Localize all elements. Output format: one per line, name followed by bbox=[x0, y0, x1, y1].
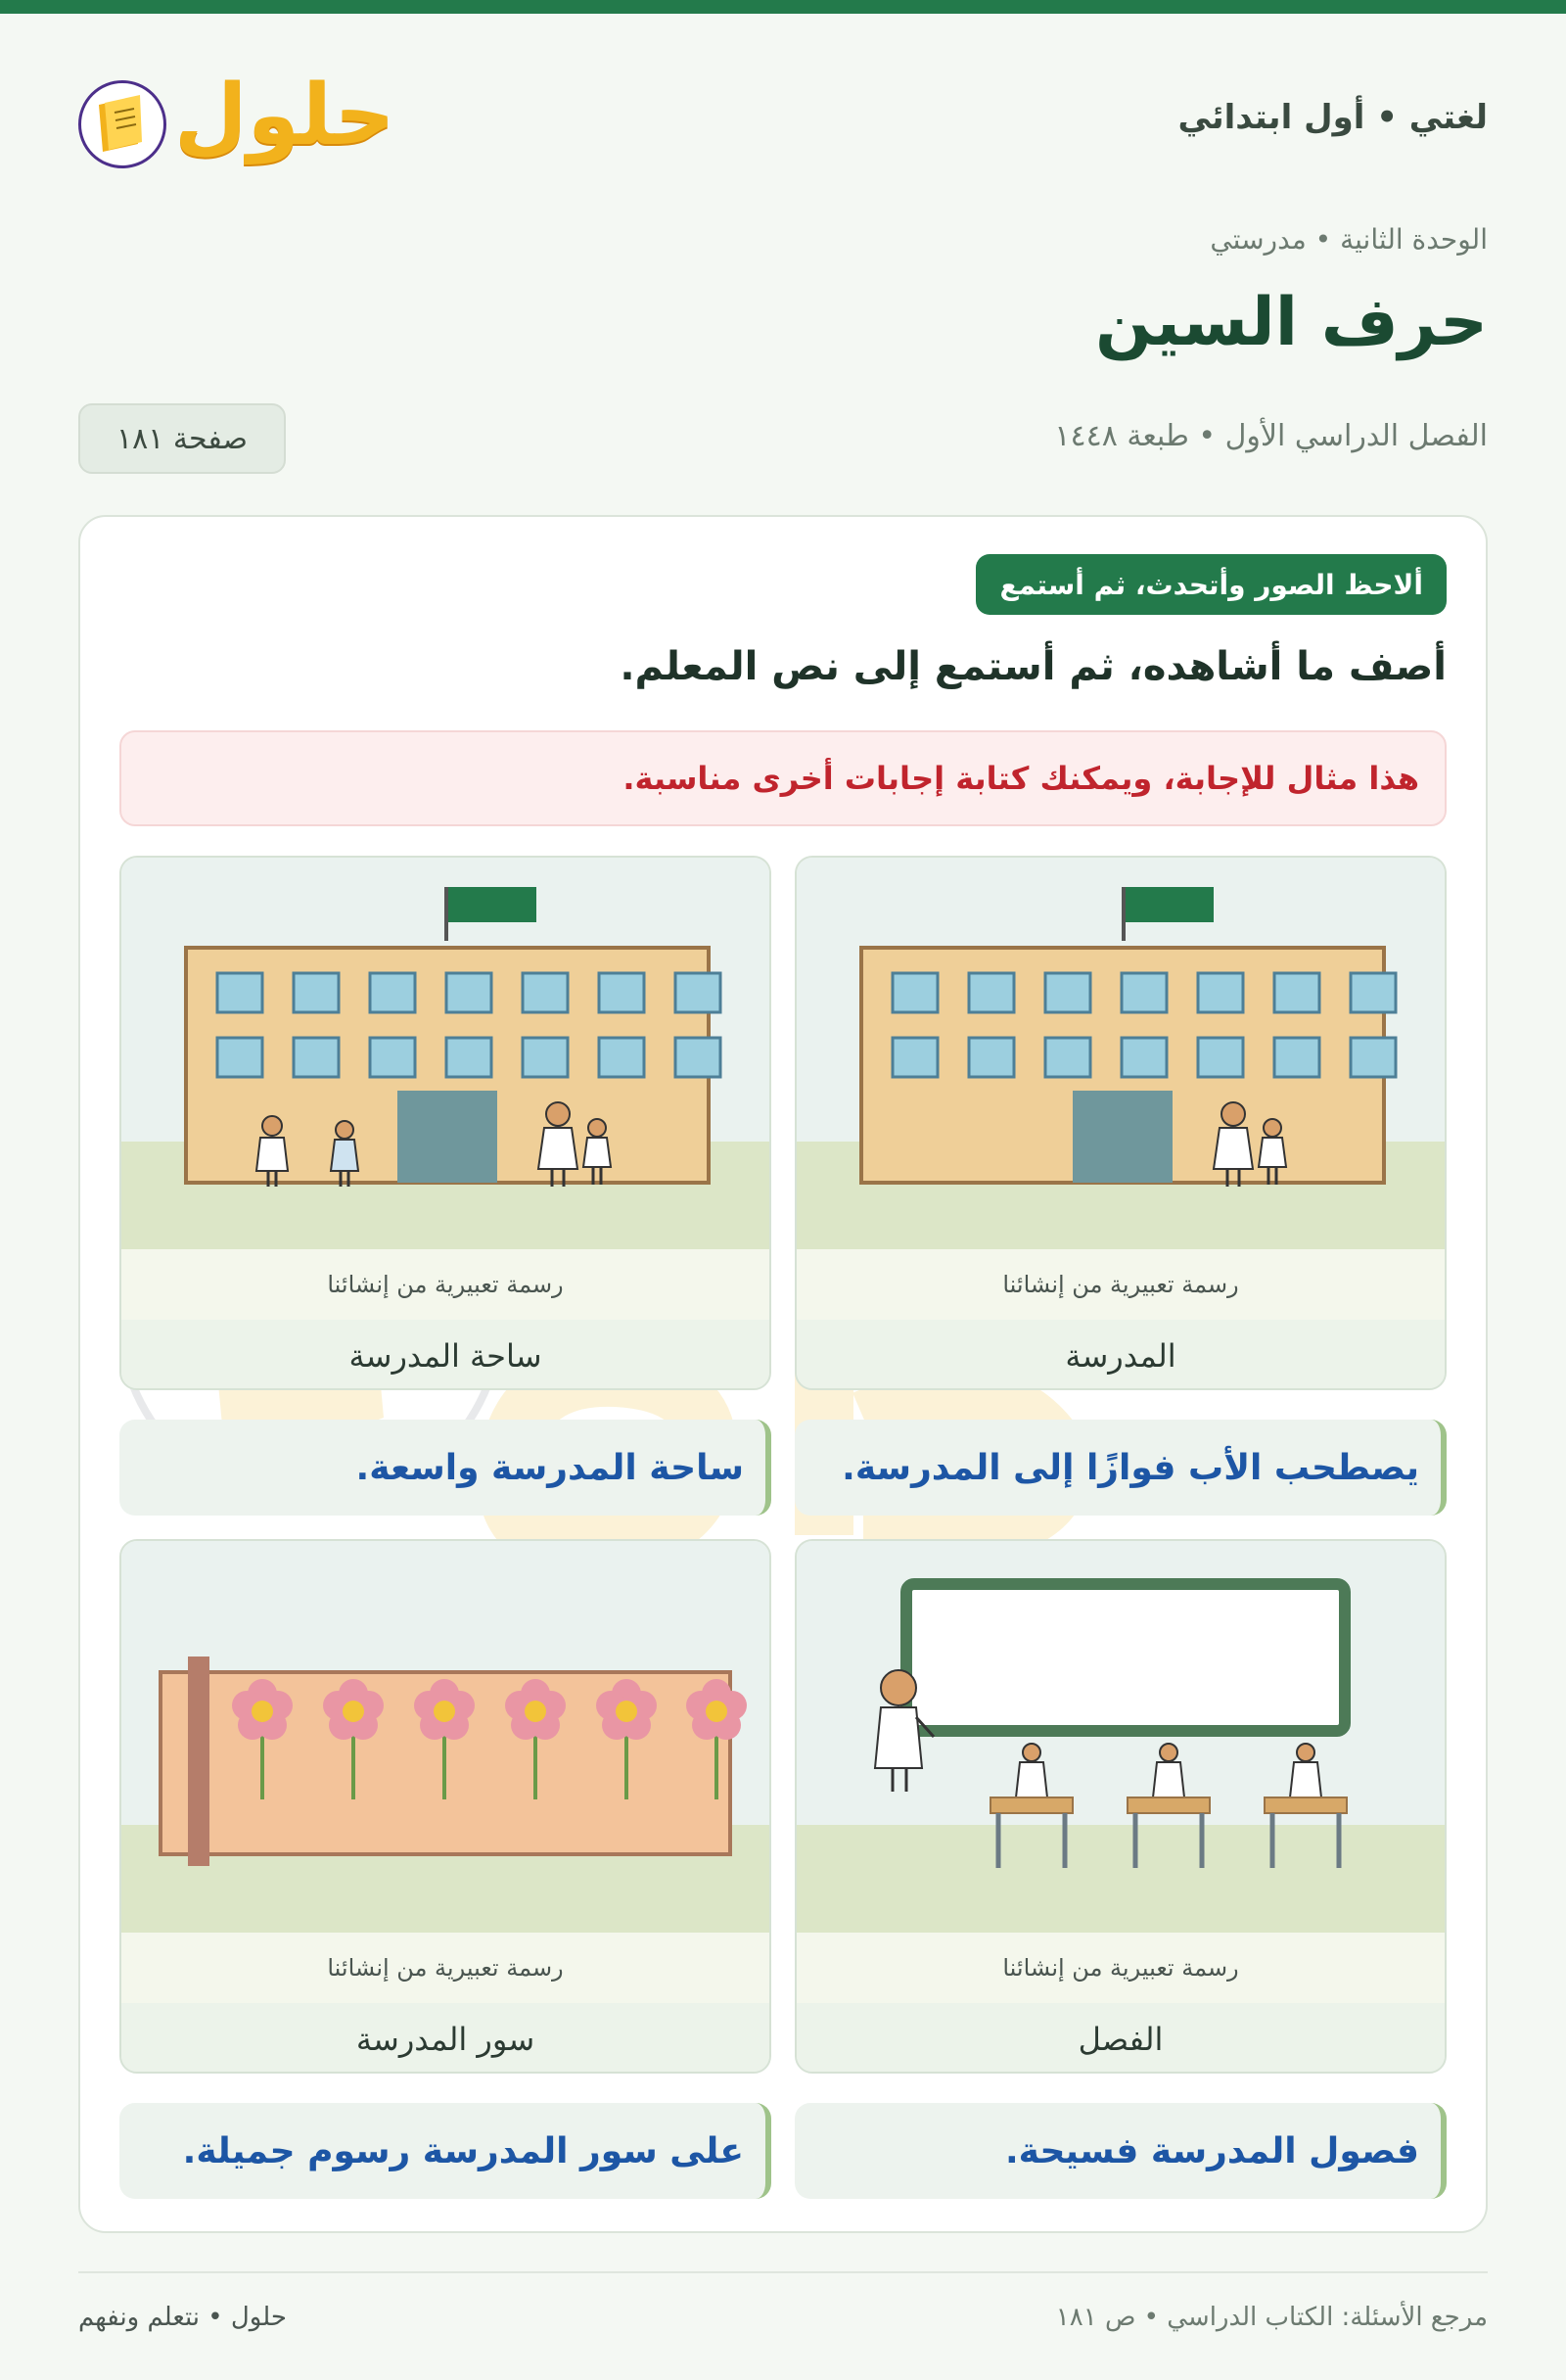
logo-wordmark: حلول bbox=[174, 67, 395, 164]
illustration-credit: رسمة تعبيرية من إنشائنا bbox=[121, 1249, 769, 1320]
unit-breadcrumb: الوحدة الثانية • مدرستي bbox=[1210, 223, 1488, 256]
answer-box: على سور المدرسة رسوم جميلة. bbox=[119, 2103, 771, 2199]
answer-box: فصول المدرسة فسيحة. bbox=[795, 2103, 1447, 2199]
exercise-card bbox=[78, 515, 1488, 2233]
page-title: حرف السين bbox=[1095, 284, 1488, 361]
picture-tile-school-yard bbox=[119, 856, 771, 1390]
illustration-credit: رسمة تعبيرية من إنشائنا bbox=[797, 1933, 1445, 2003]
tile-caption: الفصل bbox=[797, 2003, 1445, 2074]
school-building-icon bbox=[797, 858, 1447, 1249]
school-fence-icon bbox=[121, 1541, 771, 1933]
answer-box: يصطحب الأب فوازًا إلى المدرسة. bbox=[795, 1420, 1447, 1516]
subject-grade-label: لغتي • أول ابتدائي bbox=[1177, 98, 1488, 137]
task-badge: ألاحظ الصور وأتحدث، ثم أستمع bbox=[976, 554, 1447, 615]
answer-box: ساحة المدرسة واسعة. bbox=[119, 1420, 771, 1516]
top-accent-bar bbox=[0, 0, 1566, 14]
footer-tagline[interactable]: حلول • نتعلم ونفهم bbox=[78, 2303, 287, 2332]
hulul-logo[interactable] bbox=[78, 67, 395, 176]
picture-tile-school-fence bbox=[119, 1539, 771, 2074]
page-header bbox=[78, 59, 1488, 176]
picture-tile-school bbox=[795, 856, 1447, 1390]
school-yard-icon bbox=[121, 858, 771, 1249]
picture-tile-classroom bbox=[795, 1539, 1447, 2074]
page-number-badge: صفحة ١٨١ bbox=[78, 403, 286, 474]
footer-divider bbox=[78, 2271, 1488, 2273]
tile-caption: المدرسة bbox=[797, 1320, 1445, 1390]
book-icon bbox=[78, 80, 166, 168]
term-edition-label: الفصل الدراسي الأول • طبعة ١٤٤٨ bbox=[1054, 419, 1488, 453]
task-instruction: أصف ما أشاهده، ثم أستمع إلى نص المعلم. bbox=[620, 644, 1447, 689]
tile-caption: سور المدرسة bbox=[121, 2003, 769, 2074]
illustration-credit: رسمة تعبيرية من إنشائنا bbox=[797, 1249, 1445, 1320]
example-answer-note: هذا مثال للإجابة، ويمكنك كتابة إجابات أخرى مناسبة. bbox=[119, 730, 1447, 826]
classroom-icon bbox=[797, 1541, 1447, 1933]
footer-reference: مرجع الأسئلة: الكتاب الدراسي • ص ١٨١ bbox=[1055, 2303, 1488, 2332]
illustration-credit: رسمة تعبيرية من إنشائنا bbox=[121, 1933, 769, 2003]
tile-caption: ساحة المدرسة bbox=[121, 1320, 769, 1390]
